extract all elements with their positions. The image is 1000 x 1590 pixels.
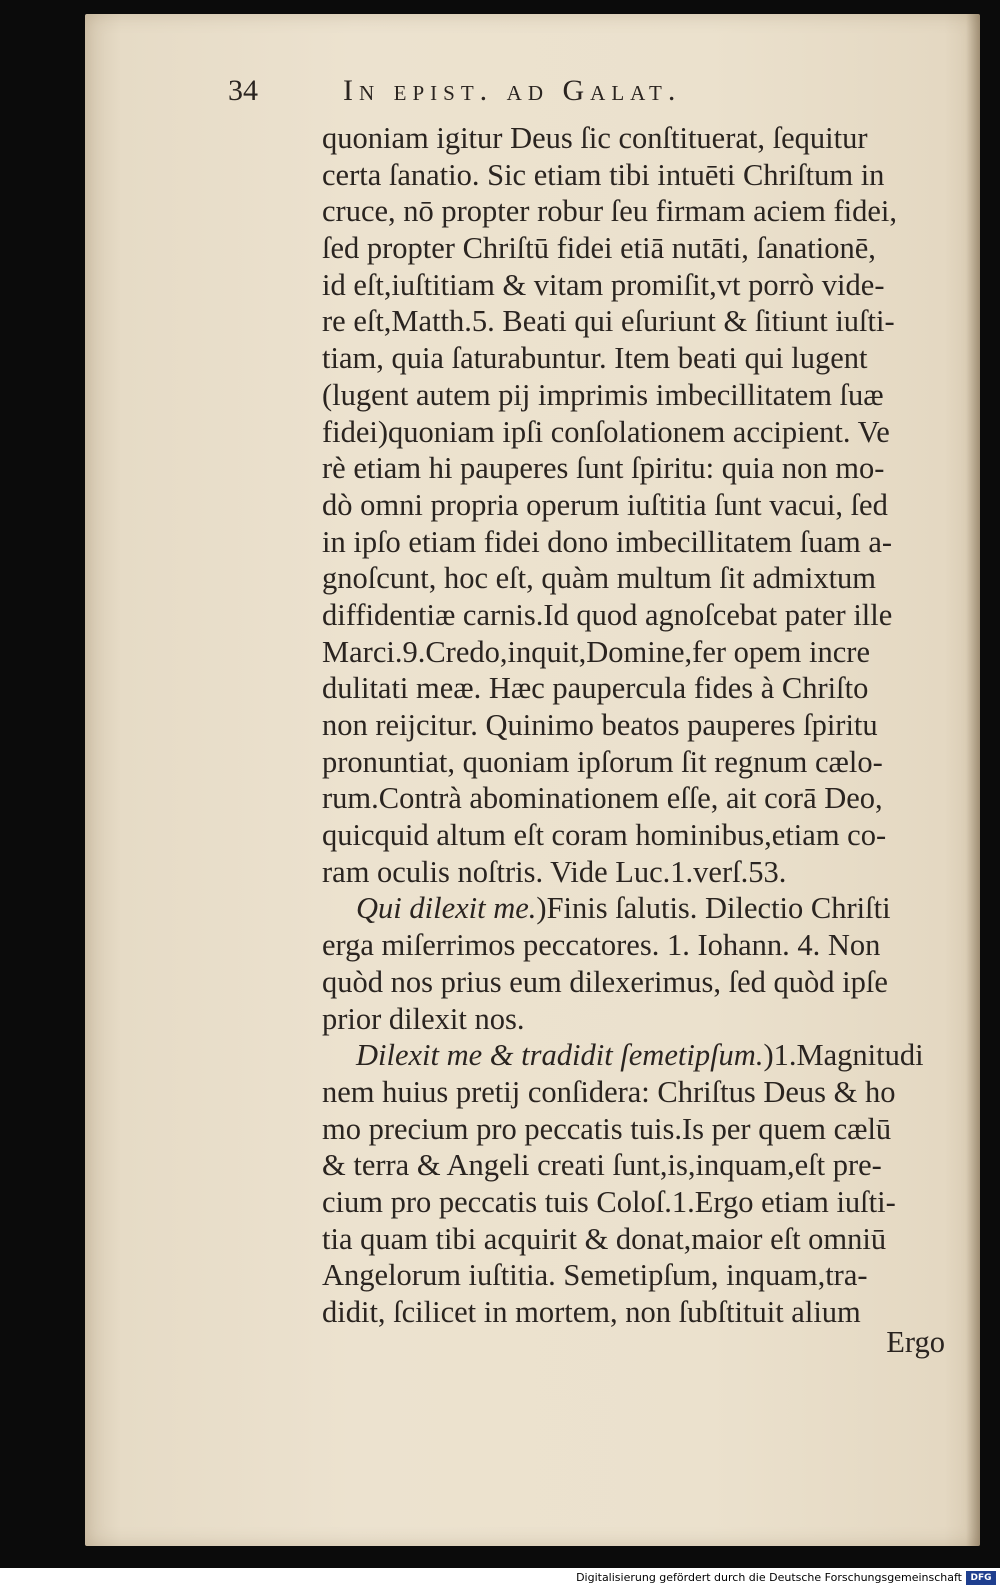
text-line: didit, ſcilicet in mortem, non ſubſtituit alium [322,1295,861,1329]
paragraph-lemma-line [322,890,962,927]
footer-credit: Digitalisierung gefördert durch die Deutsche Forschungsgemeinschaft [576,1571,962,1584]
text-line: prior dilexit nos. [322,1001,525,1036]
main-text [322,120,962,1331]
text-line: re eſt,Matth.5. Beati qui eſuriunt & ſitiunt iuſti- [322,304,895,339]
text-line: rè etiam hi pauperes ſunt ſpiritu: quia non mo- [322,451,885,486]
text-line: fidei)quoniam ipſi conſolationem accipient. Ve [322,414,890,449]
lemma-text: )1.Magnitudi [763,1038,924,1073]
text-line: tiam, quia ſaturabuntur. Item beati qui lugent [322,341,868,376]
lemma-italic: Dilexit me & tradidit ſemetipſum. [356,1038,764,1073]
dfg-logo-icon: DFG [966,1571,996,1585]
text-line: id eſt,iuſtitiam & vitam promiſit,vt porrò vide- [322,267,885,302]
text-line: pronuntiat, quoniam ipſorum ſit regnum cælo- [322,744,883,779]
text-line: nem huius pretij conſidera: Chriſtus Deus & ho [322,1074,896,1109]
lemma-italic: Qui dilexit me. [356,891,537,926]
footer-bar [0,1568,1000,1590]
text-line: Angelorum iuſtitia. Semetipſum, inquam,tra- [322,1258,868,1293]
text-line: quoniam igitur Deus ſic conſtituerat, ſequitur [322,121,868,155]
text-line: cium pro peccatis tuis Coloſ.1.Ergo etiam iuſti- [322,1184,896,1219]
text-line: in ipſo etiam fidei dono imbecillitatem ſuam a- [322,524,893,559]
text-line: ſed propter Chriſtū fidei etiā nutāti, ſanationē, [322,231,876,266]
text-line: quòd nos prius eum dilexerimus, ſed quòd ipſe [322,964,888,999]
text-line: mo precium pro peccatis tuis.Is per quem cælū [322,1111,892,1146]
text-line: & terra & Angeli creati ſunt,is,inquam,eſt pre- [322,1148,882,1183]
text-line: non reijcitur. Quinimo beatos pauperes ſpiritu [322,708,878,742]
text-line: rum.Contrà abominationem eſſe, ait corā Deo, [322,781,883,816]
text-line: Marci.9.Credo,inquit,Domine,fer opem incre [322,634,870,669]
text-line: gnoſcunt, hoc eſt, quàm multum ſit admixtum [322,561,877,596]
page-edge-shadow [966,14,980,1546]
text-line: dulitati meæ. Hæc paupercula fides à Chriſto [322,671,869,706]
text-line: diffidentiæ carnis.Id quod agnoſcebat pater ille [322,597,893,632]
lemma-text: )Finis ſalutis. Dilectio Chriſti [536,891,891,926]
catchword: Ergo [886,1325,945,1359]
text-line: erga miſerrimos peccatores. 1. Iohann. 4. Non [322,928,881,963]
page-header [228,66,808,116]
text-line: certa ſanatio. Sic etiam tibi intuēti Chriſtum in [322,157,885,192]
text-line: ram oculis noſtris. Vide Luc.1.verſ.53. [322,854,787,889]
running-head: In epist. ad Galat. [343,74,682,107]
text-line: quicquid altum eſt coram hominibus,etiam co- [322,818,887,853]
paragraph-lemma-line [322,1037,962,1074]
text-line: dò omni propria operum iuſtitia ſunt vacui, ſed [322,487,888,522]
text-line: (lugent autem pij imprimis imbecillitatem ſuæ [322,377,884,412]
text-line: tia quam tibi acquirit & donat,maior eſt omniū [322,1221,887,1256]
page-number: 34 [228,74,258,107]
text-line: cruce, nō propter robur ſeu firmam aciem fidei, [322,194,898,229]
